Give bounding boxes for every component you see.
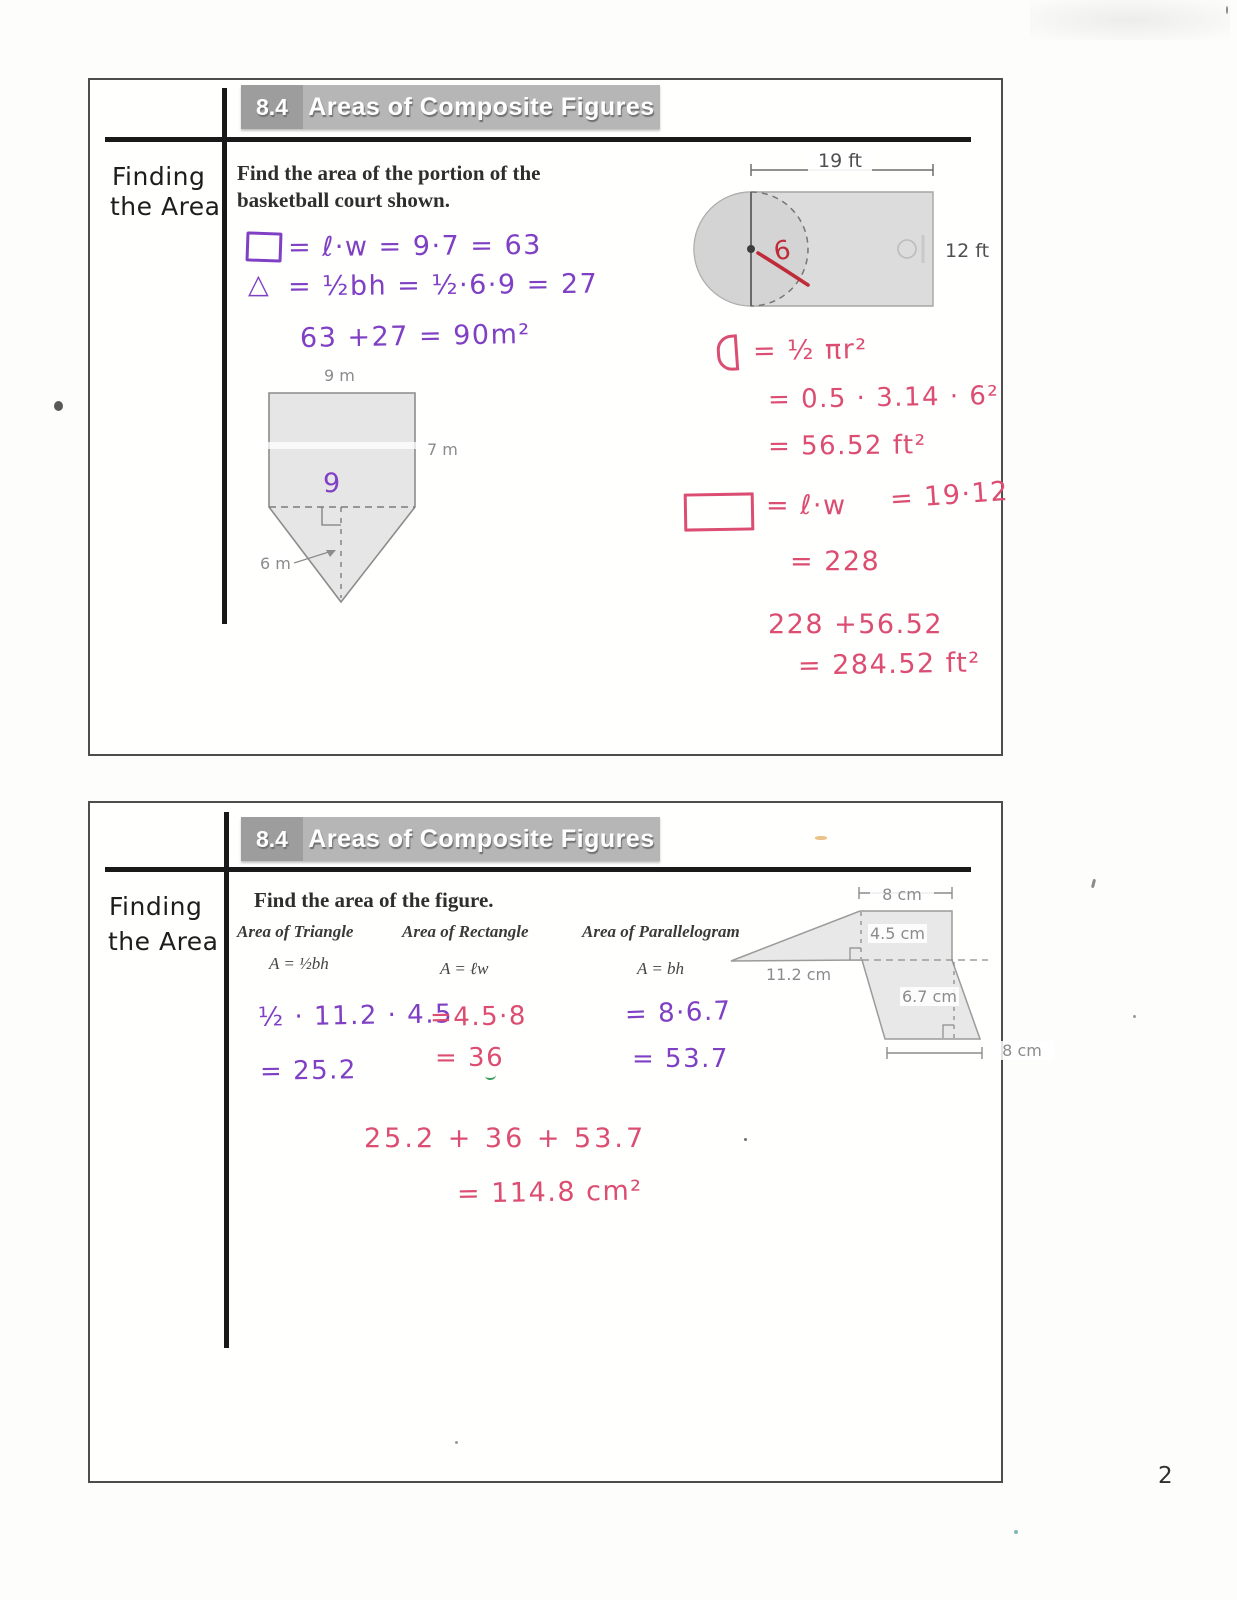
column1-heading: Area of Triangle xyxy=(237,922,354,941)
triangle-symbol: △ xyxy=(248,269,271,300)
divider-vertical xyxy=(222,88,227,624)
figure-top-label: 8 cm xyxy=(870,885,934,904)
slide-1 xyxy=(88,78,1010,756)
scan-speck xyxy=(455,1441,458,1444)
sidebar-label-line2: the Area xyxy=(110,192,221,221)
sum-line2: = 114.8 cm² xyxy=(456,1175,643,1210)
red-work-line4b: = 19·12 xyxy=(889,475,1010,516)
divider-vertical xyxy=(224,812,229,1348)
problem-text-line2: basketball court shown. xyxy=(237,188,450,212)
scan-fold xyxy=(256,442,442,449)
section-banner xyxy=(241,85,660,129)
pentagon-top-label: 9 m xyxy=(324,366,355,385)
purple-work-line2: = ½bh = ½·6·9 = 27 xyxy=(287,268,599,303)
problem-text-line1: Find the area of the portion of the xyxy=(237,161,541,185)
red-work-line7: = 284.52 ft² xyxy=(797,647,981,682)
section-title: Areas of Composite Figures xyxy=(308,92,655,121)
rectangle-symbol xyxy=(245,231,282,262)
red-work-line2: = 0.5 · 3.14 · 6² xyxy=(767,380,1000,416)
page-number: 2 xyxy=(1158,1463,1173,1489)
scan-speck xyxy=(744,1138,747,1141)
court-width-label: 19 ft xyxy=(808,150,872,172)
column3-heading: Area of Parallelogram xyxy=(582,922,740,941)
red-work-line6: 228 +56.52 xyxy=(768,609,944,640)
section-banner xyxy=(241,817,660,861)
purple-work-line3: 63 +27 = 90m² xyxy=(299,318,531,355)
section-number: 8.4 xyxy=(241,817,303,861)
scan-speck xyxy=(1226,6,1228,14)
red-work-line5: = 228 xyxy=(790,546,881,577)
figure-height-label: 6.7 cm xyxy=(902,987,957,1006)
section-title: Areas of Composite Figures xyxy=(308,824,655,853)
column1-work1: ½ · 11.2 · 4.5 xyxy=(257,999,454,1033)
scan-speck xyxy=(815,836,827,840)
red-work-line3: = 56.52 ft² xyxy=(767,430,927,462)
radius-value-note: 6 xyxy=(771,234,795,268)
scan-smudge xyxy=(1030,0,1230,40)
column3-formula: A = bh xyxy=(637,959,685,978)
red-work-line1: = ½ πr² xyxy=(752,334,868,367)
semicircle-symbol xyxy=(716,334,739,371)
column1-formula: A = ½bh xyxy=(269,954,329,973)
column2-work1: =4.5·8 xyxy=(429,1001,528,1033)
sum-line1: 25.2 + 36 + 53.7 xyxy=(364,1123,647,1154)
column2-work2: = 36 xyxy=(435,1043,505,1073)
figure-base-label: 11.2 cm xyxy=(766,965,832,984)
rectangle-symbol-red xyxy=(684,492,755,531)
purple-work-line1: = ℓ·w = 9·7 = 63 xyxy=(287,229,543,264)
scan-speck xyxy=(1014,1530,1018,1534)
scan-speck xyxy=(1133,1015,1136,1018)
divider-horizontal xyxy=(105,867,971,872)
column3-work2: = 53.7 xyxy=(632,1044,729,1074)
red-work-line4a: = ℓ·w xyxy=(766,490,847,521)
problem-text: Find the area of the figure. xyxy=(254,888,494,912)
court-height-label: 12 ft xyxy=(945,240,990,262)
figure-bottom-label: 8 cm xyxy=(990,1041,1054,1060)
scan-speck xyxy=(1091,879,1096,888)
column1-work2: = 25.2 xyxy=(259,1055,358,1087)
center-dot xyxy=(747,245,755,253)
composite-figure xyxy=(705,883,995,1068)
sidebar-label-line1: Finding xyxy=(109,892,203,921)
sidebar-label-line1: Finding xyxy=(112,162,206,191)
basketball-court-figure xyxy=(688,152,952,320)
pentagon-height-label: 6 m xyxy=(260,554,291,573)
column3-work1: = 8·6.7 xyxy=(624,996,733,1030)
column2-heading: Area of Rectangle xyxy=(402,922,529,941)
section-number: 8.4 xyxy=(241,85,303,129)
pentagon-side-label: 7 m xyxy=(427,440,458,459)
pentagon-handwritten-note: 9 xyxy=(323,468,342,499)
green-check-mark xyxy=(485,1070,497,1080)
scan-speck xyxy=(54,401,63,411)
slide-2 xyxy=(88,801,1042,1483)
column2-formula: A = ℓw xyxy=(440,959,489,978)
figure-side-label: 4.5 cm xyxy=(870,924,925,943)
sidebar-label-line2: the Area xyxy=(108,927,219,956)
divider-horizontal xyxy=(105,137,971,142)
